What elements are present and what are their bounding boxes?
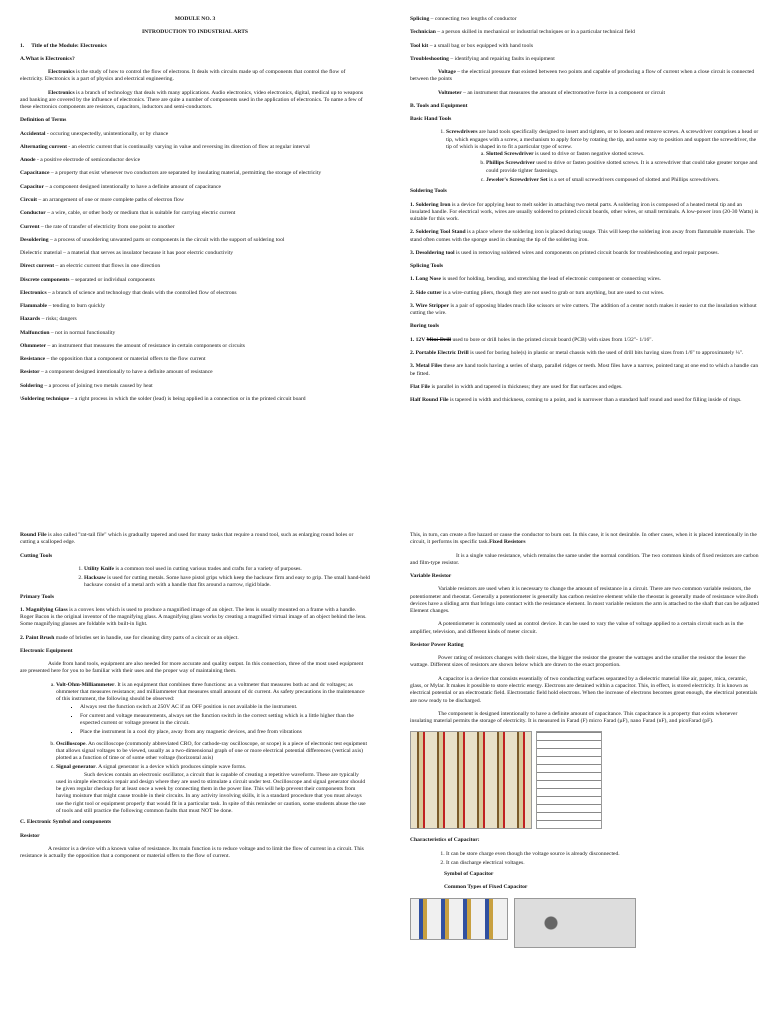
soldering-iron: 1. Soldering Iron is a device for applying heat to melt solder in attaching two metal parts. A soldering iron is composed of a heated metal tip and an insulated handle. For electrical work, wires are usually soldered to printed circuit boards, other wires, or small terminals. A low-power iron (20-30 Watts) is suitable for this work. [410, 201, 759, 223]
page-1 [6, 4, 370, 504]
fixed-resistor-para: It is a single value resistance, which remains the same under the normal condition. The two common kinds of fixed resistors are carbon and film-type resistor. [410, 552, 759, 566]
electric-drill: 2. Portable Electric Drill is used for boring hole(s) in plastic or metal chassis with the used of drill bits having sizes from 1/6" to approximately ¼". [410, 349, 744, 356]
list-item: c. Jeweler's Screwdriver Set is a set of small screwdrivers composed of slotted and Phillips screwdrivers. [486, 177, 760, 184]
section-b-heading: B. Tools and Equipment [410, 102, 468, 109]
definition-item: Soldering – a process of joining two metals caused by heat [20, 382, 153, 389]
list-item: b. Oscilloscope. An oscilloscope (commonly abbreviated CRO, for cathode-ray oscilloscope, or scope) is a piece of electronic test equipment that allows signal voltages to be viewed, usually as a two-dimensional graph of one or more electrical potential differences (vertical axis) plotted as a function of time or of some other voltage (horizontal axis) [56, 741, 370, 763]
definition-item: Capacitance – a property that exist whenever two conductors are separated by insulating material, permitting the storage of electricity [20, 170, 322, 177]
variable-resistor-heading: Variable Resistor [410, 573, 452, 580]
definition-item: Malfunction – not in normal functionality [20, 329, 116, 336]
definition-item: Hazards – risks; dangers [20, 316, 77, 323]
magnifying-glass: 1. Magnifying Glass is a convex lens which is used to produce a magnified image of an object. The lens is usually mounted on a frame with a handle. Roger Bacon is the original inventor of the magnifying glass. A magnifying glass works by creating a magnified virtual image of an object behind the lens. Some magnifying glasses are foldable with built-in light. [20, 606, 367, 628]
capacitor-symbol-heading: Symbol of Capacitor [444, 871, 494, 878]
boring-tools-heading: Boring tools [410, 323, 440, 330]
list-item: a. Slotted Screwdriver is used to drive or fasten negative slotted screws. [486, 151, 760, 158]
capacitor-types-heading: Common Types of Fixed Capacitor [444, 884, 528, 891]
module-title: MODULE NO. 3 [174, 16, 216, 22]
list-item: 2. Hacksaw is used for cutting metals. Some have pistol grips which keep the hacksaw firm and easy to grip. The small hand-held hacksaw consist of a metal arch with a handle that fits around a narrow, rigid blade. [84, 575, 370, 590]
list-item: c. Signal generator. A signal generator is a device which produces simple wave forms. Such devices contain an electronic oscillator, a circuit that is capable of creating a repetitive waveform. These are typically used in simple electronics repair and design where they are used to stimulate a circuit under test. Oscilloscope and signal generator should be given regular checkup for at least once a week by connecting them in the power line. This will help prevent their components from having moisture that might cause trouble in their circuits. In any activity involving skills, it is a standard procedure that you must always use the right tool or equipment properly that would fit in a particular task. In spite of this reminder or caution, some students abuse the use of tools and still practice the following common faults that must NOT be done. [56, 764, 370, 815]
cutting-tools-heading: Cutting Tools [20, 552, 53, 559]
round-file: Round File is also called "rat-tail file" which is gradually tapered and used for many tasks that require a round tool, such as enlarging round holes or cutting a scalloped edge. [20, 532, 354, 546]
definition-item: Electronics – a branch of science and technology that deals with the controlled flow of electrons [20, 289, 237, 296]
characteristics-list [410, 851, 760, 868]
paint-brush: 2. Paint Brush made of bristles set in handle, use for cleaning dirty parts of a circuit or an object. [20, 634, 239, 641]
definition-item: Desoldering – a process of unsoldering unwanted parts or components in the circuit with the support of soldering tool [20, 236, 285, 243]
list-item: b. Phillips Screwdriver used to drive or fasten positive slotted screws. It is a screwdriver that could take greater torque and could provide tighter fastenings. [486, 160, 760, 175]
definition-item: \Soldering technique – a right process in which the solder (lead) is being applied in a connection or in the printed circuit board [20, 395, 306, 402]
metal-files: 3. Metal Files these are hand tools having a series of sharp, parallel ridges or teeth. Most files have a narrow, pointed tang at one end to which a handle can be fitted. [410, 363, 759, 377]
list-item: a. Volt-Ohm-Milliammeter. It is an equipment that combines three functions: as a voltmeter that measures both ac and dc voltages; as ohmmeter that measures resistance; and milliammeter that measures small amount of dc current. As safety precautions in the maintenance of this instrument, the following should be observed: ▪ Always rest the function switch at 250V AC if an OFF position is not available in the instrument. ▪ For current and voltage measurements, always set the function switch in the correct setting which is a little higher than the expected current or voltage present in the circuit. ▪ Place the instrument in a cool dry place, away from any magnetic devices, and free from vibrations [56, 682, 370, 737]
page-4 [396, 530, 760, 1030]
electronics-para-1: Electronics is the study of how to control the flow of electrons. It deals with circuits made up of components that control the flow of electricity. Electronics is a part of physics and electrical engineering. [20, 69, 346, 83]
resistor-color-code-image [410, 731, 532, 829]
capacitor-figures [410, 898, 760, 948]
equipment-intro: Aside from hand tools, equipment are also needed for more accurate and quality output. In this connection, three of the most used equipment are presented here for you to be familiar with their uses and the proper way of maintaining them. [20, 661, 364, 675]
capacitor-types-image [410, 898, 508, 940]
equipment-list [20, 682, 370, 816]
desoldering-tool: 3. Desoldering tool is used in removing soldered wires and components on printed circuit boards for troubleshooting and repair purposes. [410, 249, 719, 256]
soldering-tools-heading: Soldering Tools [410, 188, 447, 195]
capacitor-photo-image [514, 898, 636, 948]
definition-item: Splicing – connecting two lengths of conductor [410, 16, 517, 22]
definition-item: Tool kit – a small bag or box equipped with hand tools [410, 42, 534, 49]
screwdriver-list [410, 129, 760, 184]
capacitor-para: A capacitor is a device that consists essentially of two conducting surfaces separated by a dielectric material like air, paper, mica, ceramic, glass, or Mylar. It makes it possible to store electric energy. Electrons are detained within a capacitor. This, in effect, is stored electricity. It is known as electrical potential or an electrostatic field. Electrostatic field hold electrons. When the increase of electrons becomes great enough, the electrical potentials are now ready to be discharged. [410, 675, 758, 704]
definition-item: Troubleshooting – identifying and repairing faults in equipment [410, 55, 555, 62]
soldering-stand: 2. Soldering Tool Stand is a place where the soldering iron is placed during usage. This will keep the soldering iron away from flammable materials. The stand often comes with the sponge used in cleaning the tip of the soldering iron. [410, 229, 755, 243]
variable-resistor-para: Variable resistors are used when it is necessary to change the amount of resistance in a circuit. There are two common variable resistors, the potentiometer and rheostat. Generally a potentiometer is generally has carbon resistive element while the rheostat is generally made of resistance wire.Both devices have a sliding arm that brings into contact with the resistance element. In most variable resistors the arm is attached to the shaft that can be adjusted Element changes. [410, 586, 759, 615]
section-a-heading: A.What is Electronics? [20, 55, 75, 62]
list-item: 1. Utility Knife is a common tool used in cutting various trades and crafts for a variety of purposes. [84, 566, 370, 573]
side-cutter: 2. Side cutter is a wire-cutting pliers, though they are not used to grab or turn anything, but are used to cut wires. [410, 289, 665, 296]
list-item: 1. It can be store charge even though the voltage source is already disconnected. [446, 851, 760, 858]
definition-item: Circuit – an arrangement of one or more complete paths of electron flow [20, 196, 184, 203]
long-nose: 1. Long Nose is used for holding, bending, and stretching the lead of electronic component or connecting wires. [410, 276, 661, 283]
electronics-para-2: Electronics is a branch of technology that deals with many applications. Audio electronics, video electronics, digital, medical up to weapons and banking are covered by the influence of electronics. There are quite a number of components used in the application of electronics. To name a few of these electronics components are resistors, capacitors, inductors and semi-conductors. [20, 89, 364, 111]
list-item: ▪ For current and voltage measurements, always set the function switch in the correct setting which is a little higher than the expected current or voltage present in the circuit. [80, 713, 370, 728]
definition-item: Resistance – the opposition that a component or material offers to the flow current [20, 356, 206, 363]
definition-heading: Definition of Terms [20, 117, 67, 124]
resistor-continued: This, in turn, can create a fire hazard or cause the conductor to burn out. In this case, it is not desirable. In other cases, when it is placed intentionally in the circuit, it performs its specific task.Fixed Resistors [410, 532, 757, 546]
definition-item: Current – the rate of transfer of electricity from one point to another [20, 223, 175, 230]
definition-item: Discrete components – separated or individual components [20, 276, 155, 283]
primary-tools-heading: Primary Tools [20, 593, 55, 600]
potentiometer-para: A potentiometer is commonly used as control device. It can be used to vary the value of voltage applied to a certain circuit such as in the amplifier, television, and different kinds of meter circuit. [410, 621, 744, 635]
list-item: ▪ Always rest the function switch at 250V AC if an OFF position is not available in the instrument. [80, 704, 370, 711]
list-item: 2. It can discharge electrical voltages. [446, 860, 760, 867]
definition-item: Dielectric material – a material that serves as insulator because it has poor electric conductivity [20, 250, 234, 257]
module-name-line: 1. Title of the Module: Electronics [20, 42, 107, 49]
definition-item: Anode - a positive electrode of semiconductor device [20, 157, 141, 164]
definition-item: Accidental - occuring unexpectedly, unintentionally, or by chance [20, 130, 169, 137]
resistor-heading: Resistor [20, 832, 40, 839]
resistor-table-image [536, 731, 602, 829]
cutting-tools-list [20, 566, 370, 590]
power-rating-para: Power rating of resistors changes with their sizes, the bigger the resistor the greater the wattages and the smaller the resistor the lesser the wattage. Different sizes of resistors are shown below which are drawn to the exact proportion. [410, 655, 746, 669]
list-item: 1. Screwdrivers are hand tools specifically designed to insert and tighten, or to loosen and remove screws. A screwdriver comprises a head or tip, which engages with a screw, a mechanism to apply force by rotating the tip, and some way to position and support the screwdriver, the tip of which is shaped in to fit a particular type of screw. a. Slotted Screwdriver is used to drive or fasten negative slotted screws. b. Phillips Screwdriver used to drive or fasten positive slotted screws. It is a screwdriver that could take greater torque and could provide tighter fastenings. c. Jeweler's Screwdriver Set is a set of small screwdrivers composed of slotted and Phillips screwdrivers. [446, 129, 760, 184]
page-3 [6, 530, 370, 1030]
definition-item: Capacitor – a component designed intentionally to have a definite amount of capacitance [20, 183, 222, 190]
wire-stripper: 3. Wire Stripper is a pair of opposing blades much like scissors or wire cutters. The addition of a center notch makes it easier to cut the insulation without cutting the wire. [410, 302, 757, 317]
definition-list [20, 131, 370, 404]
definition-item: Direct current – an electric current that flows in one direction [20, 263, 161, 270]
half-round-file: Half Round File is tapered in width and thickness, coming to a point, and is narrower than a standard half round and used for filling inside of rings. [410, 397, 742, 404]
power-rating-heading: Resistor Power Rating [410, 641, 464, 648]
flat-file: Flat File is parallel in width and tapered in thickness; they are used for flat surfaces and edges. [410, 383, 623, 390]
list-item: ▪ Place the instrument in a cool dry place, away from any magnetic devices, and free from vibrations [80, 729, 370, 736]
resistor-figures [410, 731, 760, 831]
definition-item: Alternating current - an electric current that is continually varying in value and reversing its direction of flow at regular interval [20, 143, 310, 150]
module-subtitle: INTRODUCTION TO INDUSTRIAL ARTS [141, 29, 249, 36]
definition-item: Flammable – tending to burn quickly [20, 303, 105, 310]
definition-item: Technician – a person skilled in mechanical or industrial techniques or in a particular technical field [410, 29, 635, 36]
splicing-tools-heading: Splicing Tools [410, 263, 444, 270]
mini-drill: 1. 12V Mini-Drill used to bore or drill holes in the printed circuit board (PCB) with sizes from 1/32"- 1/16". [410, 336, 653, 343]
definition-item: Ohmmeter – an instrument that measures the amount of resistance in certain components or circuits [20, 342, 245, 349]
capacitor-characteristics-heading: Characteristics of Capacitor: [410, 837, 480, 844]
definition-list-continued [410, 16, 760, 63]
capacitance-para: The component is designed intentionally to have a definite amount of capacitance. This capacitance is a property that exists whenever insulating material permits the storage of electricity. It is measured in Farad (F) micro Farad (µF), nano Farad (nF), and picoFarad (pF). [410, 710, 738, 725]
definition-item: Conductor – a wire, cable, or other body or medium that is suitable for carrying electric current [20, 210, 236, 217]
voltage-term: Voltage – the electrical pressure that existed between two points and capable of producing a flow of current when a close circuit is connected between the points [410, 69, 755, 83]
section-c-heading: C. Electronic Symbol and components [20, 819, 112, 826]
definition-item: Resistor – a component designed intentionally to have a definite amount of resistance [20, 369, 213, 376]
basic-tools-heading: Basic Hand Tools [410, 116, 452, 123]
resistor-para: A resistor is a device with a known value of resistance. Its main function is to reduce voltage and to limit the flow of current in a circuit. This resistance is actually the opposition that a component or material offers to the flow of current. [20, 845, 364, 860]
electronic-equipment-heading: Electronic Equipment [20, 647, 73, 654]
signal-generator-para: Such devices contain an electronic oscillator, a circuit that is capable of creating a repetitive waveform. These are typically used in simple electronics repair and design where they are used to stimulate a circuit under test. Oscilloscope and signal generator should be given regular checkup for at least once a week by connecting them in the power line. This will help prevent their components from having moisture that might cause trouble in their circuits. In any activity involving skills, it is a standard procedure that you must always use the right tool or equipment properly that would fit in a particular task. In spite of this reminder or caution, some students abuse the use of tools and still practice the following common faults that must NOT be done. [56, 771, 366, 814]
voltmeter-term: Voltmeter – an instrument that measures the amount of electromotive force in a component or circuit [438, 89, 666, 96]
page-2 [396, 4, 760, 504]
